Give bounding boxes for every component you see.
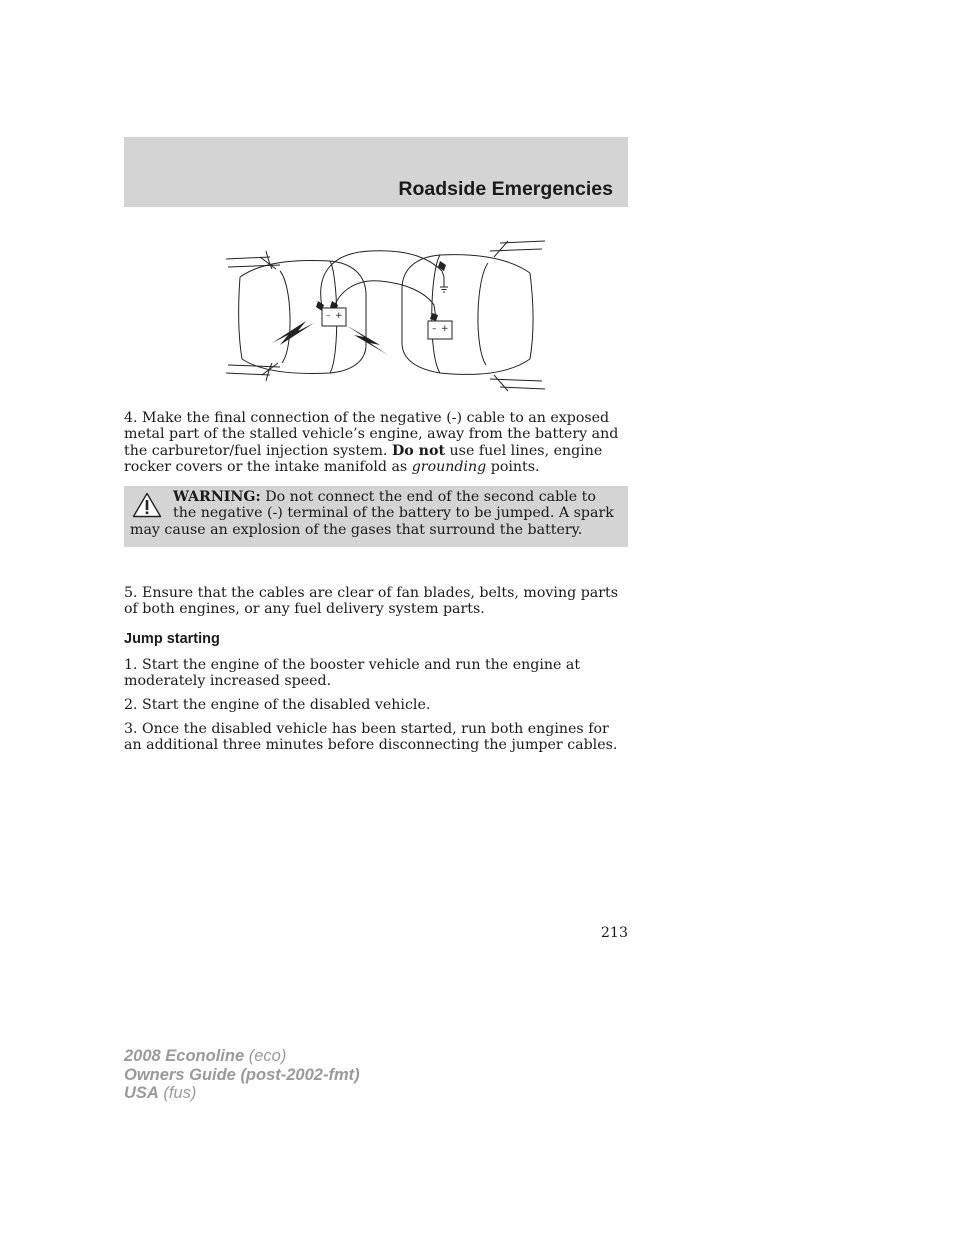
jump-starting-heading: Jump starting: [124, 631, 220, 647]
jump-step-3: 3. Once the disabled vehicle has been started, run both engines for an additional three minutes before disconnecting the jumper cables.: [124, 721, 618, 754]
step-4-text-c: points.: [486, 459, 540, 476]
step-4-text-a: 4. Make the final connection of the negative (-) cable to an exposed metal part of the stalled vehicle’s engine, away from the battery and the carburetor/fuel injection system.: [124, 410, 619, 459]
footer-model: 2008 Econoline: [124, 1047, 245, 1065]
footer-line-3: [124, 1084, 360, 1103]
battery-left-minus: –: [326, 311, 331, 321]
warning-label: WARNING:: [173, 489, 261, 505]
footer-region: USA: [124, 1084, 159, 1102]
ground-icon: [440, 287, 448, 292]
section-header-band: [124, 137, 628, 207]
section-title: Roadside Emergencies: [398, 178, 613, 200]
footer-guide: Owners Guide (post-2002-fmt): [124, 1065, 360, 1084]
warning-text: [130, 489, 616, 538]
battery-right-plus: +: [441, 324, 449, 334]
battery-left-plus: +: [335, 311, 343, 321]
jump-start-diagram: [220, 235, 550, 395]
footer-line-2: [124, 1066, 360, 1085]
page-number: 213: [600, 925, 628, 941]
jump-step-2: 2. Start the engine of the disabled vehicle.: [124, 697, 431, 713]
jump-step-1: 1. Start the engine of the booster vehicle and run the engine at moderately increased speed.: [124, 657, 581, 690]
footer-region-code: (fus): [158, 1084, 197, 1102]
step-4-bold: Do not: [391, 442, 446, 459]
step-4-paragraph: [124, 410, 628, 476]
warning-message: Do not connect the end of the second cable to the negative (-) terminal of the battery to be jumped. A spark may cause an explosion of the gases that surround the battery.: [130, 489, 614, 538]
step-4-text-b: use fuel lines, engine rocker covers or the intake manifold as: [124, 442, 603, 476]
footer-line-1: [124, 1047, 360, 1066]
step-4-italic: grounding: [411, 459, 487, 476]
step-5-paragraph: 5. Ensure that the cables are clear of fan blades, belts, moving parts of both engines, or any fuel delivery system parts.: [124, 585, 618, 618]
battery-right-minus: –: [432, 324, 437, 334]
warning-box: [124, 486, 628, 547]
footer-model-code: (eco): [244, 1047, 287, 1065]
footer: [124, 1047, 360, 1103]
